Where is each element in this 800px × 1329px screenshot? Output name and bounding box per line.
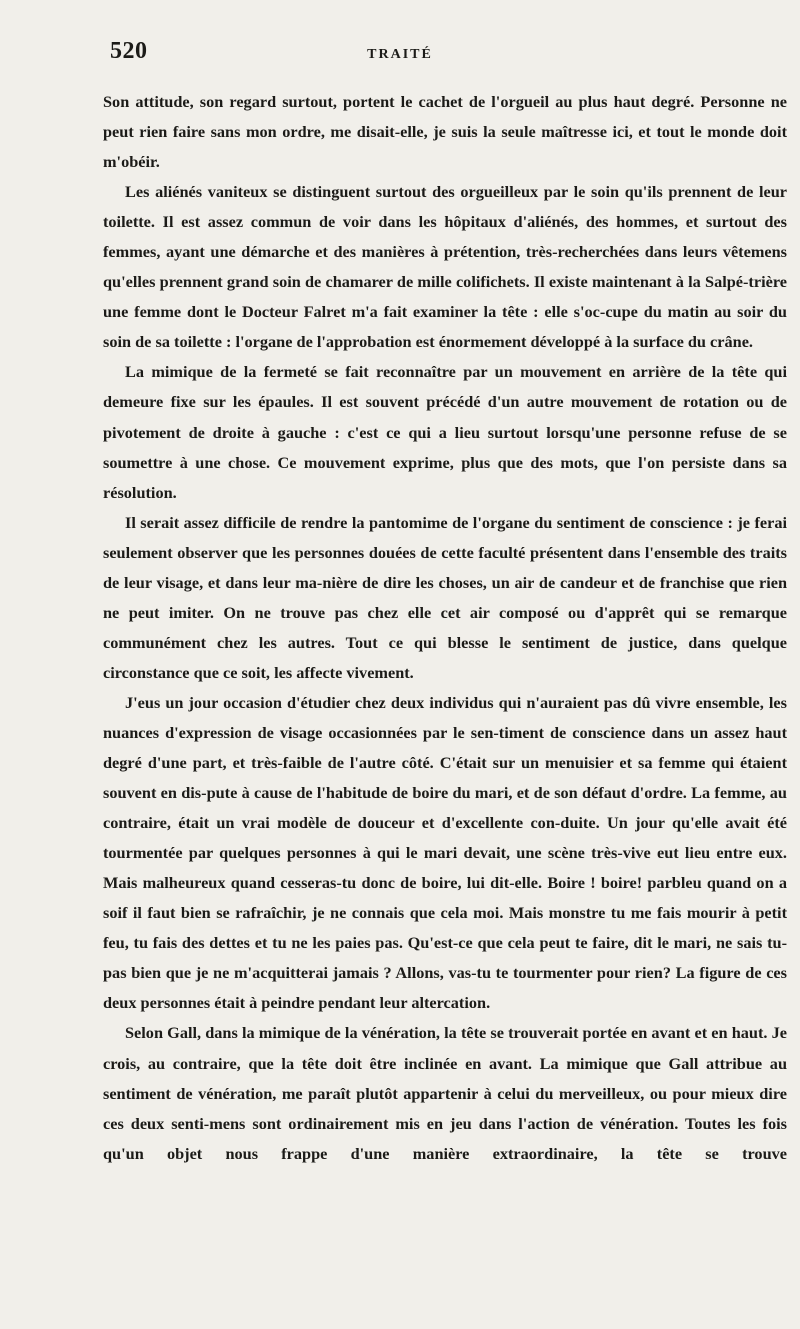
paragraph: J'eus un jour occasion d'étudier chez deux individus qui n'auraient pas dû vivre ensemble, les nuances d'expression de visage occasionnées par le sen-timent de conscience dans un assez haut degré d'une part, et très-faible de l'autre côté. C'était sur un menuisier et sa femme qui étaient souvent en dis-pute à cause de l'habitude de boire du mari, et de son défaut d'ordre. La femme, au contraire, était un vrai modèle de douceur et d'excellente con-duite. Un jour qu'elle avait été tourmentée par quelques personnes à qui le mari devait, une scène très-vive eut lieu entre eux. Mais malheureux quand cesseras-tu donc de boire, lui dit-elle. Boire ! boire! parbleu quand on a soif il faut bien se rafraîchir, je ne connais que cela moi. Mais monstre tu me fais mourir à petit feu, tu fais des dettes et tu ne les paies pas. Qu'est-ce que cela peut te faire, dit le mari, ne sais tu-pas bien que je ne m'acquitterai jamais ? Allons, vas-tu te tourmenter pour rien? La figure de ces deux personnes était à peindre pendant leur altercation. <box>103 692 787 1013</box>
paragraph: Les aliénés vaniteux se distinguent surtout des orgueilleux par le soin qu'ils prennent de leur toilette. Il est assez commun de voir dans les hôpitaux d'aliénés, des hommes, et surtout des femmes, ayant une démarche et des manières à prétention, très-recherchées dans leurs vêtemens qu'elles prennent grand soin de chamarer de mille colifichets. Il existe maintenant à la Salpé-trière une femme dont le Docteur Falret m'a fait examiner la tête : elle s'oc-cupe du matin au soir du soin de sa toilette : l'organe de l'approbation est énormement développé à la surface du crâne. <box>103 182 787 352</box>
paragraph: Son attitude, son regard surtout, portent le cachet de l'orgueil au plus haut degré. Personne ne peut rien faire sans mon ordre, me disait-elle, je suis la seule maîtresse ici, et tout le monde doit m'obéir. <box>103 92 787 172</box>
page-number: 520 <box>110 38 148 64</box>
running-title: TRAITÉ <box>367 47 433 62</box>
paragraph: Selon Gall, dans la mimique de la vénération, la tête se trouverait portée en avant et en haut. Je crois, au contraire, que la tête doit être inclinée en avant. La mimique que Gall attribue au sentiment de vénération, me paraît plutôt appartenir à celui du merveilleux, ou pour mieux dire ces deux senti-mens sont ordinairement mis en jeu dans l'action de vénération. Toutes les fois qu'un objet nous frappe d'une manière extraordinaire, la tête se trouve <box>103 1023 787 1163</box>
paragraph: La mimique de la fermeté se fait reconnaître par un mouvement en arrière de la tête qui demeure fixe sur les épaules. Il est souvent précédé d'un autre mouvement de rotation ou de pivotement de droite à gauche : c'est ce qui a lieu surtout lorsqu'une personne refuse de se soumettre à une chose. Ce mouvement exprime, plus que des mots, que l'on persiste dans sa résolution. <box>103 362 787 502</box>
paragraph: Il serait assez difficile de rendre la pantomime de l'organe du sentiment de conscience : je ferai seulement observer que les personnes douées de cette faculté présentent dans l'ensemble des traits de leur visage, et dans leur ma-nière de dire les choses, un air de candeur et de franchise que rien ne peut imiter. On ne trouve pas chez elle cet air composé ou d'apprêt qui se remarque communément chez les autres. Tout ce qui blesse le sentiment de justice, dans quelque circonstance que ce soit, les affecte vivement. <box>103 512 787 682</box>
page-header <box>0 38 800 72</box>
body-text <box>103 87 787 1169</box>
